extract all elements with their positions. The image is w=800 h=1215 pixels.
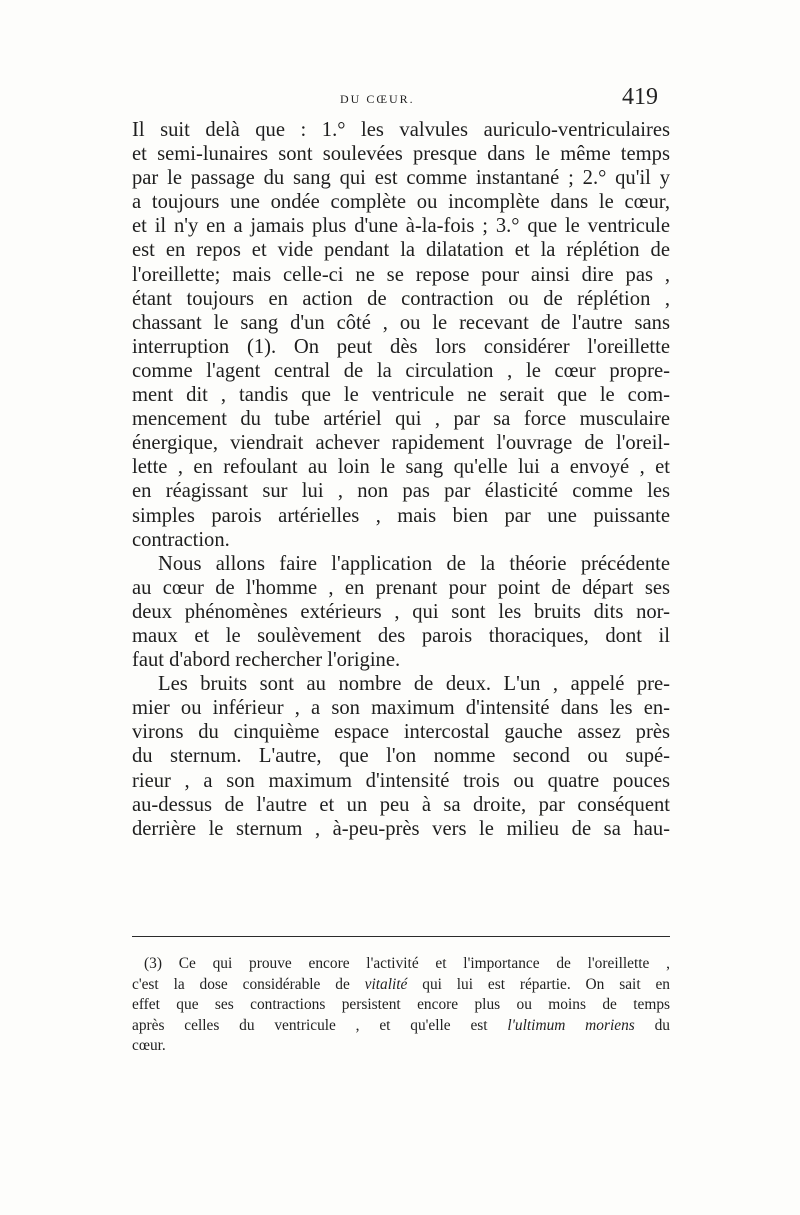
text-line: comme l'agent central de la circulation , le cœur propre- — [132, 359, 670, 382]
footnote-line — [132, 975, 670, 996]
text-line: contraction. — [132, 528, 230, 551]
body-text — [132, 118, 670, 841]
text-line: ment dit , tandis que le ventricule ne serait que le com- — [132, 384, 670, 407]
footnote-italic: l'ultimum moriens — [507, 1016, 635, 1034]
footnote-line: cœur. — [132, 1037, 166, 1054]
text-line: est en repos et vide pendant la dilatation et la réplétion de — [132, 239, 670, 262]
text-line: en réagissant sur lui , non pas par élasticité comme les — [132, 480, 670, 503]
text-line: deux phénomènes extérieurs , qui sont les bruits dits nor- — [132, 600, 670, 623]
text-line: mier ou inférieur , a son maximum d'intensité dans les en- — [132, 697, 670, 720]
footnote-text: après celles du ventricule , et qu'elle est — [132, 1016, 508, 1034]
page-number: 419 — [622, 84, 658, 110]
footnote-line: (3) Ce qui prouve encore l'activité et l'importance de l'oreillette , — [144, 955, 670, 972]
text-line: virons du cinquième espace intercostal gauche assez près — [132, 721, 670, 744]
text-line: mencement du tube artériel qui , par sa force musculaire — [132, 408, 670, 431]
text-line: et il n'y en a jamais plus d'une à-la-fois ; 3.° que le ventricule — [132, 215, 670, 238]
text-line: lette , en refoulant au loin le sang qu'elle lui a envoyé , et — [132, 456, 670, 479]
text-line: Il suit delà que : 1.° les valvules auriculo-ventriculaires — [132, 119, 670, 141]
footnote-line: effet que ses contractions persistent encore plus ou moins de temps — [132, 996, 670, 1013]
text-line: faut d'abord rechercher l'origine. — [132, 649, 401, 672]
footnote-text: du — [634, 1016, 670, 1034]
footnote-text: c'est la dose considérable de — [132, 975, 365, 993]
text-line: maux et le soulèvement des parois thoraciques, dont il — [132, 624, 670, 647]
text-line: rieur , a son maximum d'intensité trois ou quatre pouces — [132, 769, 670, 792]
footnote-italic: vitalité — [364, 975, 408, 993]
text-line: a toujours une ondée complète ou incomplète dans le cœur, — [132, 191, 670, 214]
text-line: du sternum. L'autre, que l'on nomme second ou supé- — [132, 745, 670, 768]
text-line: interruption (1). On peut dès lors considérer l'oreillette — [132, 335, 670, 358]
text-line: simples parois artérielles , mais bien par une puissante — [132, 504, 670, 527]
text-line: par le passage du sang qui est comme instantané ; 2.° qu'il y — [132, 167, 670, 190]
running-head — [130, 86, 670, 116]
text-line: Nous allons faire l'application de la théorie précédente — [158, 552, 670, 575]
text-line: Les bruits sont au nombre de deux. L'un , appelé pre- — [158, 673, 670, 696]
footnote-divider — [132, 936, 670, 937]
text-line: énergique, viendrait achever rapidement l'ouvrage de l'oreil- — [132, 432, 670, 455]
text-line: l'oreillette; mais celle-ci ne se repose pour ainsi dire pas , — [132, 263, 670, 286]
footnote — [132, 954, 670, 1057]
running-title: DU CŒUR. — [340, 92, 415, 106]
text-line: au-dessus de l'autre et un peu à sa droite, par conséquent — [132, 793, 670, 816]
text-line: et semi-lunaires sont soulevées presque dans le même temps — [132, 143, 670, 166]
footnote-text: qui lui est répartie. On sait en — [407, 975, 670, 993]
text-line: au cœur de l'homme , en prenant pour point de départ ses — [132, 576, 670, 599]
text-line: chassant le sang d'un côté , ou le recevant de l'autre sans — [132, 311, 670, 334]
text-line: étant toujours en action de contraction ou de réplétion , — [132, 287, 670, 310]
footnote-line — [132, 1016, 670, 1037]
text-line: derrière le sternum , à-peu-près vers le milieu de sa hau- — [132, 817, 670, 840]
